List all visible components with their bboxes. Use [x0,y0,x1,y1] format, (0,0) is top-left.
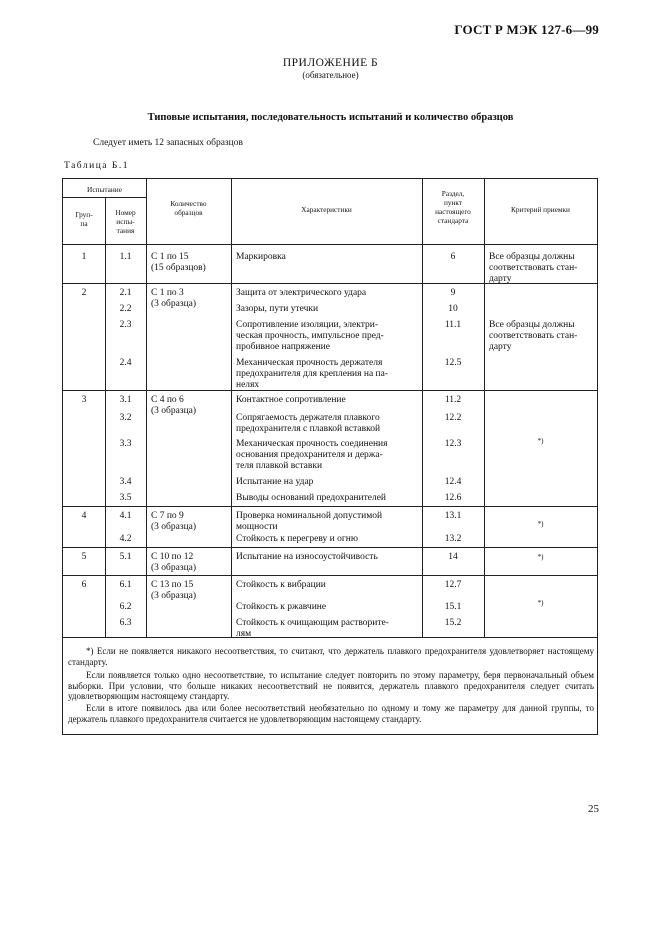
test-characteristic: Испытание на удар [236,477,314,487]
table-rule [63,390,597,391]
test-characteristic: Маркировка [236,252,286,262]
test-number: 4.2 [119,534,132,544]
table-rule [146,179,147,637]
acceptance-criterion-footnote-ref: *) [537,437,544,445]
test-characteristic: Зазоры, пути утечки [236,304,319,314]
appendix-status: (обязательное) [302,70,359,80]
sample-quantity: С 10 по 12 (3 образца) [151,552,197,573]
footnote-text: Если в итоге появилось два или более несоответствий необязательно по одному и тому же параметру для данной группы, то держатель плавкого предохранителя считается не удовлетворяющим настоящему стандарту. [68,703,594,724]
test-characteristic: Проверка номинальной допустимой мощности [236,511,383,532]
header-characteristics: Характеристики [301,205,352,214]
table-rule [63,547,597,548]
standard-section: 11.2 [444,395,462,405]
test-number: 3.3 [119,439,132,449]
standard-section: 12.6 [444,493,462,503]
test-characteristic: Испытание на износоустойчивость [236,552,378,562]
test-number: 3.4 [119,477,132,487]
table-rule [484,179,485,637]
table-rule [231,179,232,637]
page-number: 25 [588,803,599,815]
test-number: 6.2 [119,602,132,612]
test-number: 6.3 [119,618,132,628]
group-number: 3 [81,395,87,405]
standard-section: 15.1 [444,602,462,612]
header-section: Раздел, пункт настоящего стандарта [435,189,471,225]
acceptance-criterion-footnote-ref: *) [537,599,544,607]
sample-quantity: С 4 по 6 (3 образца) [151,395,197,416]
appendix-heading: Типовые испытания, последовательность испытаний и количество образцов [147,112,514,123]
footnote-text: *) Если не появляется никакого несоответствия, то считают, что держатель плавкого предохранителя удовлетворяет настоящему стандарту. [68,646,594,667]
test-characteristic: Сопротивление изоляции, электри- ческая прочность, импульсное пред- пробивное напряжение [236,320,384,352]
test-characteristic: Контактное сопротивление [236,395,346,405]
standard-section: 12.7 [444,580,462,590]
table-footnote [68,646,594,667]
spare-samples-note: Следует иметь 12 запасных образцов [93,138,243,148]
sample-quantity: С 1 по 3 (3 образца) [151,288,197,309]
test-characteristic: Стойкость к очищающим растворите- лям [236,618,389,639]
table-rule [63,244,597,245]
standard-section: 12.3 [444,439,462,449]
table-rule [63,283,597,284]
table-footnote [68,703,594,724]
standard-section: 6 [450,252,456,262]
table-caption: Таблица Б.1 [64,161,129,171]
group-number: 6 [81,580,87,590]
test-number: 4.1 [119,511,132,521]
header-test-number: Номер испы- тания [115,208,136,235]
acceptance-criterion: Все образцы должны соответствовать стан- дарту [489,320,578,352]
test-characteristic: Механическая прочность соединения основания предохранителя и держа- теля плавкой вставки [236,439,388,471]
standard-section: 15.2 [444,618,462,628]
standard-section: 13.1 [444,511,462,521]
header-sample-quantity: Количество образцов [170,199,207,217]
acceptance-criterion-footnote-ref: *) [537,520,544,528]
table-rule [63,637,597,638]
acceptance-criterion: Все образцы должны соответствовать стан- дарту [489,252,578,284]
footnote-text: Если появляется только одно несоответствие, то испытание следует повторить по этому параметру, беря первоначальный объем выборки. При условии, что больше никаких несоответствий не появится, держатель плавкого предохранителя следует считать удовлетворяющим настоящему стандарту. [68,670,594,701]
group-number: 5 [81,552,87,562]
table-footnote [68,670,594,702]
standard-section: 12.5 [444,358,462,368]
standard-section: 11.1 [444,320,462,330]
standard-section: 9 [450,288,456,298]
standard-section: 12.4 [444,477,462,487]
group-number: 2 [81,288,87,298]
test-characteristic: Стойкость к ржавчине [236,602,327,612]
acceptance-criterion-footnote-ref: *) [537,553,544,561]
sample-quantity: С 13 по 15 (3 образца) [151,580,197,601]
test-number: 3.5 [119,493,132,503]
table-rule [105,197,106,244]
standard-section: 14 [448,552,458,562]
standard-section: 10 [448,304,458,314]
sample-quantity: С 7 по 9 (3 образца) [151,511,197,532]
test-characteristic: Выводы оснований предохранителей [236,493,387,503]
standard-designation: ГОСТ Р МЭК 127-6—99 [454,22,599,37]
table-rule [63,506,597,507]
header-group: Груп- па [75,210,93,228]
test-number: 5.1 [119,552,132,562]
standard-section: 12.2 [444,413,462,423]
test-number: 2.2 [119,304,132,314]
header-acceptance-criterion: Критерий приемки [511,205,570,214]
table-rule [63,575,597,576]
test-number: 2.4 [119,358,132,368]
test-number: 2.3 [119,320,132,330]
test-number: 2.1 [119,288,132,298]
sample-quantity: С 1 по 15 (15 образцов) [151,252,206,273]
group-number: 1 [81,252,87,262]
test-number: 6.1 [119,580,132,590]
test-characteristic: Механическая прочность держателя предохранителя для крепления на па- нелях [236,358,389,390]
test-number: 3.2 [119,413,132,423]
group-number: 4 [81,511,87,521]
test-characteristic: Стойкость к перегреву и огню [236,534,358,544]
test-characteristic: Защита от электрического удара [236,288,367,298]
standard-section: 13.2 [444,534,462,544]
test-number: 1.1 [119,252,132,262]
test-characteristic: Сопрягаемость держателя плавкого предохранителя с плавкой вставкой [236,413,381,434]
appendix-title: ПРИЛОЖЕНИЕ Б [282,57,379,69]
test-characteristic: Стойкость к вибрации [236,580,326,590]
header-test: Испытание [87,185,122,194]
test-number: 3.1 [119,395,132,405]
table-rule [422,179,423,637]
